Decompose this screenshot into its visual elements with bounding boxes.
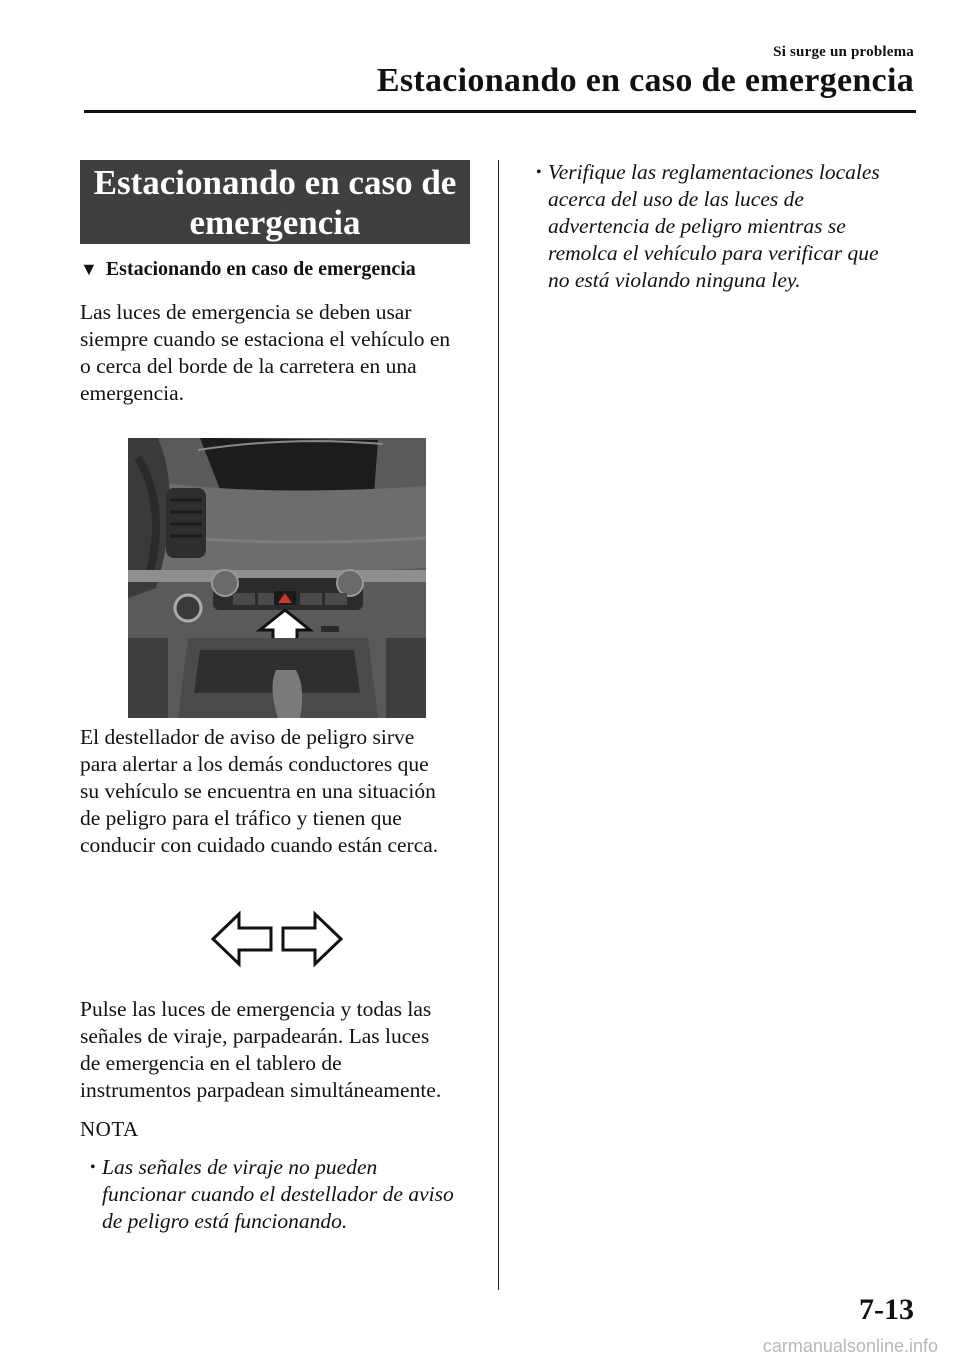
text-line: conducir con cuidado cuando están cerca. <box>80 833 439 857</box>
text-line: remolca el vehículo para verificar que <box>548 241 879 265</box>
triangle-marker-icon: ▼ <box>80 259 98 279</box>
text-line: su vehículo se encuentra en una situación <box>80 779 436 803</box>
text-line: de peligro está funcionando. <box>102 1209 348 1233</box>
text-line: El destellador de aviso de peligro sirve <box>80 725 415 749</box>
bullet-dot-icon: • <box>536 164 542 181</box>
text-line: de emergencia en el tablero de <box>80 1051 342 1075</box>
banner-line-2: emergencia <box>189 203 361 242</box>
text-line: siempre cuando se estaciona el vehículo en <box>80 327 451 351</box>
watermark: carmanualsonline.info <box>762 1336 938 1356</box>
note-bullet <box>536 159 880 294</box>
text-line: Pulse las luces de emergencia y todas las <box>80 997 432 1021</box>
text-line: Las señales de viraje no pueden <box>102 1155 378 1179</box>
page-number: 7-13 <box>859 1293 914 1326</box>
header-rule <box>84 110 916 113</box>
column-divider <box>498 160 499 1290</box>
turn-signal-arrows-icon <box>211 910 343 968</box>
bullet-dot-icon: • <box>90 1159 96 1176</box>
paragraph-instructions <box>80 996 441 1104</box>
text-line: Verifique las reglamentaciones locales <box>548 160 880 184</box>
text-line: o cerca del borde de la carretera en una <box>80 354 417 378</box>
section-banner <box>80 160 470 244</box>
text-line: funcionar cuando el destellador de aviso <box>102 1182 454 1206</box>
text-line: emergencia. <box>80 381 185 405</box>
text-line: acerca del uso de las luces de <box>548 187 804 211</box>
text-line: de peligro para el tráfico y tienen que <box>80 806 402 830</box>
text-line: Las luces de emergencia se deben usar <box>80 300 412 324</box>
note-bullet <box>90 1154 454 1235</box>
dashboard-hazard-switch-photo <box>128 438 426 718</box>
text-line: para alertar a los demás conductores que <box>80 752 429 776</box>
header-title: Estacionando en caso de emergencia <box>376 62 914 99</box>
text-line: instrumentos parpadean simultáneamente. <box>80 1078 442 1102</box>
banner-line-1: Estacionando en caso de <box>93 163 457 202</box>
subheading <box>80 258 416 281</box>
paragraph-intro <box>80 299 450 407</box>
header-section-label: Si surge un problema <box>773 44 914 60</box>
text-line: señales de viraje, parpadearán. Las luces <box>80 1024 430 1048</box>
note-label: NOTA <box>80 1117 139 1141</box>
text-line: advertencia de peligro mientras se <box>548 214 846 238</box>
subheading-text: Estacionando en caso de emergencia <box>105 258 416 280</box>
paragraph-purpose <box>80 724 438 859</box>
text-line: no está violando ninguna ley. <box>548 268 801 292</box>
